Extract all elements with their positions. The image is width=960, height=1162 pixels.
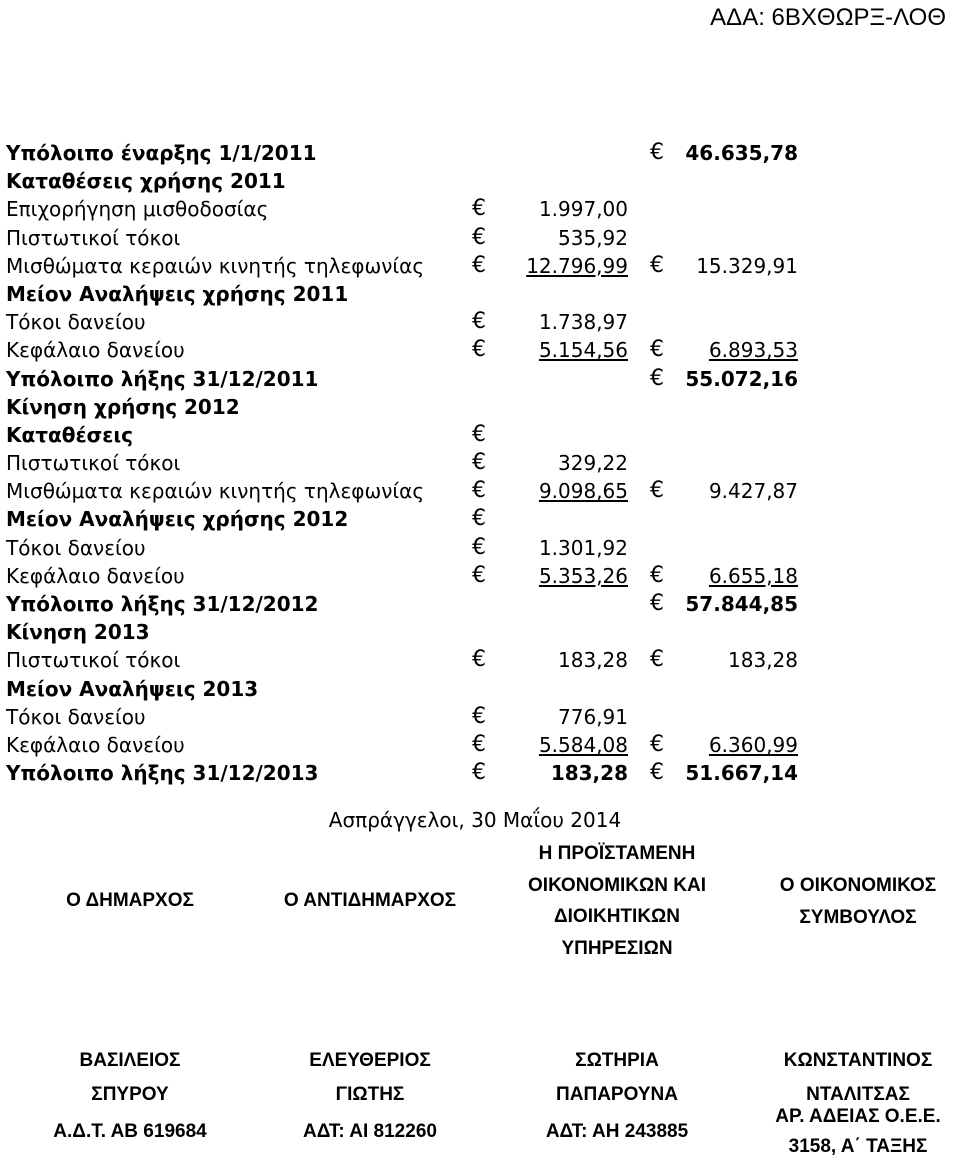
ledger-row-label: Μείον Αναλήψεις χρήσης 2012 — [6, 507, 349, 532]
ledger-row-label: Πιστωτικοί τόκοι — [6, 225, 181, 250]
ledger-row-label: Τόκοι δανείου — [6, 310, 146, 335]
euro-sign-icon: € — [472, 731, 486, 757]
euro-sign-icon: € — [650, 252, 664, 278]
ledger-row-label: Μισθώματα κεραιών κινητής τηλεφωνίας — [6, 479, 425, 504]
euro-sign-icon: € — [650, 647, 664, 673]
ledger-row — [6, 139, 806, 167]
signatory-name-line: ΣΩΤΗΡΙΑ — [575, 1050, 659, 1071]
euro-sign-icon: € — [650, 562, 664, 588]
euro-sign-icon: € — [472, 196, 486, 222]
ledger-row — [6, 252, 806, 280]
ledger-amount-detail: 535,92 — [558, 225, 628, 250]
signatory-id-line: ΑΔΤ: ΑΙ 812260 — [303, 1121, 437, 1142]
signatory-id — [743, 1102, 960, 1162]
euro-sign-icon: € — [472, 224, 486, 250]
ledger-amount-total: 51.667,14 — [685, 761, 798, 786]
ledger-row — [6, 759, 806, 787]
ledger-row — [6, 449, 806, 477]
ledger-row-label: Κίνηση 2013 — [6, 620, 150, 645]
euro-sign-icon: € — [472, 450, 486, 476]
signatory-name-line: ΠΑΠΑΡΟΥΝΑ — [556, 1084, 678, 1105]
euro-sign-icon: € — [472, 252, 486, 278]
euro-sign-icon: € — [650, 760, 664, 786]
euro-sign-icon: € — [472, 534, 486, 560]
signatory-title-line: ΟΙΚΟΝΟΜΙΚΩΝ ΚΑΙ — [528, 874, 706, 896]
ledger-row-label: Καταθέσεις χρήσης 2011 — [6, 169, 286, 194]
signatory-title-line: Ο ΟΙΚΟΝΟΜΙΚΟΣ — [779, 875, 937, 896]
ledger-row-label: Μείον Αναλήψεις 2013 — [6, 676, 259, 701]
euro-sign-icon: € — [650, 591, 664, 616]
signatory-title-line: ΣΥΜΒΟΥΛΟΣ — [799, 906, 917, 928]
signatory-title — [743, 870, 960, 933]
ledger-row-label: Επιχορήγηση μισθοδοσίας — [6, 197, 269, 222]
ledger-row-label: Υπόλοιπο λήξης 31/12/2011 — [6, 366, 319, 391]
ledger-row-label: Κεφάλαιο δανείου — [6, 732, 185, 757]
euro-sign-icon: € — [472, 309, 486, 335]
signatory-name — [502, 1044, 732, 1112]
ledger-row — [6, 477, 806, 505]
euro-sign-icon: € — [650, 337, 664, 363]
ledger-row-label: Πιστωτικοί τόκοι — [6, 451, 181, 476]
signatory-name-line: ΣΠΥΡΟΥ — [91, 1084, 169, 1105]
ledger-row — [6, 731, 806, 759]
euro-sign-icon: € — [472, 506, 486, 532]
place-and-date: Ασπράγγελοι, 30 Μαΐου 2014 — [328, 808, 622, 832]
euro-sign-icon: € — [650, 365, 664, 391]
ledger-row — [6, 308, 806, 336]
signatory-title-line: Η ΠΡΟΪΣΤΑΜΕΝΗ — [538, 843, 696, 864]
ledger-row-label: Μισθώματα κεραιών κινητής τηλεφωνίας — [6, 253, 425, 278]
ledger-row-label: Καταθέσεις — [6, 422, 133, 447]
euro-sign-icon: € — [472, 703, 486, 729]
ledger-amount-total: 6.360,99 — [708, 732, 798, 757]
ledger-row — [6, 393, 806, 421]
ledger-row-label: Κεφάλαιο δανείου — [6, 563, 185, 588]
signatory-name-line: ΒΑΣΙΛΕΙΟΣ — [79, 1050, 181, 1071]
ledger-amount-detail: 5.584,08 — [538, 732, 628, 757]
ledger-amount-detail: 1.738,97 — [538, 310, 628, 335]
signatory-name — [255, 1044, 485, 1112]
signatory-id-line: Α.Δ.Τ. ΑΒ 619684 — [53, 1121, 207, 1142]
signatory-title — [255, 885, 485, 917]
ledger-row — [6, 562, 806, 590]
ledger-row — [6, 703, 806, 731]
signatory-id — [255, 1117, 485, 1147]
signatory-id-line: 3158, Α΄ ΤΑΞΗΣ — [788, 1136, 928, 1157]
financial-ledger — [6, 139, 806, 787]
euro-sign-icon: € — [472, 337, 486, 363]
ledger-row — [6, 167, 806, 195]
ledger-amount-detail: 183,28 — [558, 648, 628, 673]
ledger-row — [6, 618, 806, 646]
ledger-row — [6, 505, 806, 533]
signatory-name-line: ΚΩΝΣΤΑΝΤΙΝΟΣ — [783, 1050, 933, 1071]
ledger-amount-detail: 1.997,00 — [538, 197, 628, 222]
ledger-row — [6, 280, 806, 308]
ledger-row — [6, 675, 806, 703]
signatory-title-line: Ο ΔΗΜΑΡΧΟΣ — [66, 890, 194, 911]
ledger-row — [6, 421, 806, 449]
ledger-row-label: Υπόλοιπο λήξης 31/12/2013 — [6, 761, 319, 786]
ledger-row-label: Τόκοι δανείου — [6, 704, 146, 729]
signatory-id-line: ΑΔΤ: ΑΗ 243885 — [545, 1121, 689, 1142]
euro-sign-icon: € — [472, 478, 486, 504]
ledger-row — [6, 365, 806, 393]
ledger-row-label: Μείον Αναλήψεις χρήσης 2011 — [6, 281, 349, 306]
euro-sign-icon: € — [472, 562, 486, 588]
euro-sign-icon: € — [650, 140, 664, 165]
ledger-row — [6, 534, 806, 562]
signatory-id — [502, 1117, 732, 1147]
ledger-row-label: Κεφάλαιο δανείου — [6, 338, 185, 363]
ledger-amount-total: 55.072,16 — [685, 366, 798, 391]
ledger-amount-detail: 1.301,92 — [538, 535, 628, 560]
euro-sign-icon: € — [650, 731, 664, 757]
ledger-row-label: Τόκοι δανείου — [6, 535, 146, 560]
ledger-row — [6, 336, 806, 364]
ledger-amount-total: 46.635,78 — [685, 141, 798, 165]
euro-sign-icon: € — [650, 478, 664, 504]
signatory-title — [502, 838, 732, 964]
ledger-amount-detail: 5.154,56 — [538, 338, 628, 363]
euro-sign-icon: € — [472, 647, 486, 673]
signatory-name — [15, 1044, 245, 1112]
ledger-amount-total: 15.329,91 — [696, 253, 798, 278]
euro-sign-icon: € — [472, 421, 486, 447]
signatory-id — [15, 1117, 245, 1147]
ledger-amount-total: 6.893,53 — [708, 338, 798, 363]
ledger-row — [6, 195, 806, 223]
signatory-id-line: ΑΡ. ΑΔΕΙΑΣ Ο.Ε.Ε. — [775, 1106, 941, 1127]
ledger-row-label: Πιστωτικοί τόκοι — [6, 648, 181, 673]
signatory-name-line: ΓΙΩΤΗΣ — [335, 1084, 405, 1105]
ledger-amount-total: 57.844,85 — [685, 592, 798, 616]
ledger-amount-total: 6.655,18 — [708, 563, 798, 588]
ledger-row — [6, 224, 806, 252]
euro-sign-icon: € — [472, 760, 486, 786]
ledger-amount-total: 9.427,87 — [708, 479, 798, 504]
signatory-title-line: ΔΙΟΙΚΗΤΙΚΩΝ — [554, 906, 680, 927]
ledger-row-label: Υπόλοιπο έναρξης 1/1/2011 — [6, 141, 317, 165]
ledger-amount-detail: 9.098,65 — [538, 479, 628, 504]
signatory-title-line: ΥΠΗΡΕΣΙΩΝ — [561, 937, 673, 959]
ledger-amount-detail: 183,28 — [550, 761, 628, 786]
ledger-amount-detail: 329,22 — [558, 451, 628, 476]
ledger-amount-total: 183,28 — [728, 648, 798, 673]
ledger-amount-detail: 776,91 — [558, 704, 628, 729]
document-ada-code: ΑΔΑ: 6ΒΧΘΩΡΞ-ΛΟΘ — [710, 4, 946, 31]
signatory-name-line: ΕΛΕΥΘΕΡΙΟΣ — [309, 1050, 431, 1071]
signatory-title — [15, 885, 245, 917]
signatory-title-line: Ο ΑΝΤΙΔΗΜΑΡΧΟΣ — [283, 890, 457, 911]
ledger-amount-detail: 5.353,26 — [538, 563, 628, 588]
ledger-amount-detail: 12.796,99 — [526, 253, 628, 278]
ledger-row-label: Υπόλοιπο λήξης 31/12/2012 — [6, 592, 319, 616]
ledger-row-label: Κίνηση χρήσης 2012 — [6, 394, 240, 419]
ledger-row — [6, 646, 806, 674]
ledger-row — [6, 590, 806, 618]
signatory-name-line: ΝΤΑΛΙΤΣΑΣ — [806, 1084, 910, 1105]
